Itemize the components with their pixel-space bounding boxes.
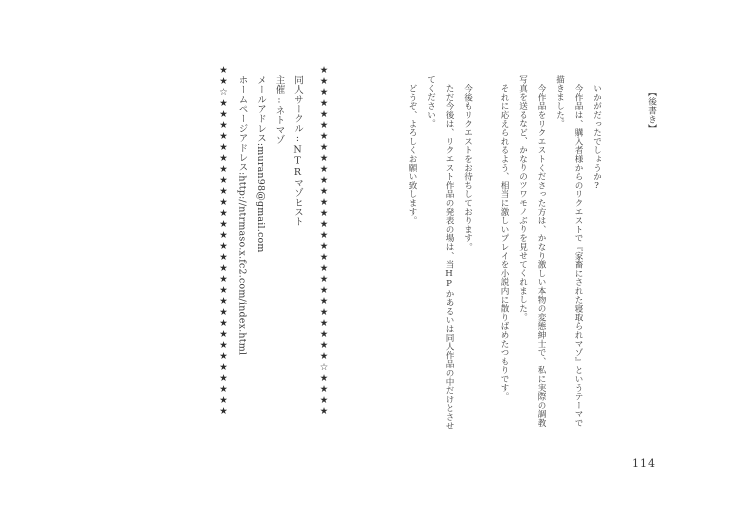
email-address: メールアドレス:muran98@gmail.com	[255, 75, 266, 253]
page-number: 114	[632, 457, 656, 470]
future-policy-line-1: ただ今後は、リクエスト作品の発表の場は、当HPかあるいは同人作品の中だけとさせ	[444, 83, 454, 430]
requester-line-1: 今作品をリクエストくださった方は、かなり激しい本物の変態紳士で、私に実際の調教	[536, 83, 546, 427]
closing-line: どうぞ、よろしくお願い致します。	[407, 83, 417, 225]
greeting-line: いかがだったでしょうか?	[591, 83, 602, 191]
stars-divider-bottom: ★★☆★★★★★★★★★★★★★★★★★★★★★★★★★★★★★	[218, 65, 229, 417]
circle-name: 同人サークル:NTRマゾヒスト	[292, 75, 303, 227]
afterword-text-block	[214, 63, 661, 430]
theme-line-1: 今作品は、購入者様からのリクエストで『家畜にされた寝取られマゾ』というテーマで	[573, 83, 583, 427]
future-policy-line-2: てください。	[425, 75, 436, 128]
afterword-title: 【後書き】	[646, 88, 656, 133]
theme-line-2: 描きました。	[554, 75, 565, 128]
organizer-name: 主催:ネトマゾ	[273, 75, 285, 145]
response-line: それに応えられるよう、相当に激しいプレイを小説内に散りばめたつもりです。	[499, 83, 509, 401]
requester-line-2: 写真を送るなど、かなりのツワモノぶりを見せてくれました。	[517, 75, 528, 322]
stars-divider-top: ★★★★★★★★★★★★★★★★★★★★★★★★★★★☆★★★★	[318, 65, 330, 417]
request-wait-line: 今後もリクエストをお待ちしております。	[462, 83, 473, 251]
homepage-url: ホームページアドレス:http://ntrmaso.x.fc2.com/index.html	[236, 75, 248, 356]
